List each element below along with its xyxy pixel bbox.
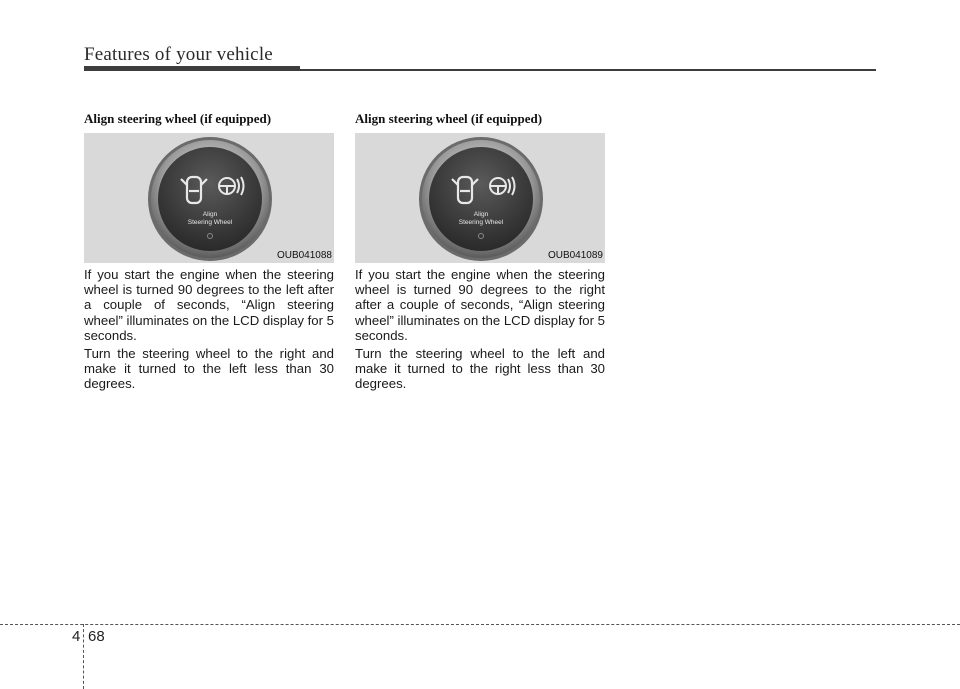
lcd-text-line1: Align bbox=[473, 211, 489, 218]
body-paragraph: If you start the engine when the steering wheel is turned 90 degrees to the right after a couple of seconds, “Align steering wheel” illuminates on the LCD display for 5 seconds. bbox=[355, 267, 605, 343]
header-title: Features of your vehicle bbox=[84, 44, 273, 65]
left-column bbox=[84, 111, 334, 392]
gauge-face bbox=[158, 147, 262, 251]
body-paragraph: If you start the engine when the steering wheel is turned 90 degrees to the left after a couple of seconds, “Align steering wheel” illuminates on the LCD display for 5 seconds. bbox=[84, 267, 334, 343]
lcd-illustration bbox=[355, 133, 605, 263]
chapter-number: 4 bbox=[72, 628, 81, 645]
lcd-text-line1: Align bbox=[202, 211, 218, 218]
page-number: 68 bbox=[88, 628, 105, 645]
lcd-illustration bbox=[84, 133, 334, 263]
section-heading: Align steering wheel (if equipped) bbox=[84, 111, 272, 126]
lcd-text-line2: Steering Wheel bbox=[458, 219, 504, 226]
body-paragraph: Turn the steering wheel to the right and make it turned to the left less than 30 degrees. bbox=[84, 346, 334, 392]
body-paragraph: Turn the steering wheel to the left and make it turned to the right less than 30 degrees. bbox=[355, 346, 605, 392]
right-column bbox=[355, 111, 605, 392]
header-rule-thick bbox=[84, 66, 300, 71]
footer-rule bbox=[0, 624, 960, 625]
gauge-face bbox=[429, 147, 533, 251]
section-heading: Align steering wheel (if equipped) bbox=[355, 111, 543, 126]
lcd-text-line2: Steering Wheel bbox=[187, 219, 233, 226]
figure-code: OUB041089 bbox=[547, 250, 603, 261]
footer-divider bbox=[83, 624, 84, 689]
header-rule-thin bbox=[300, 69, 876, 71]
figure-code: OUB041088 bbox=[276, 250, 332, 261]
